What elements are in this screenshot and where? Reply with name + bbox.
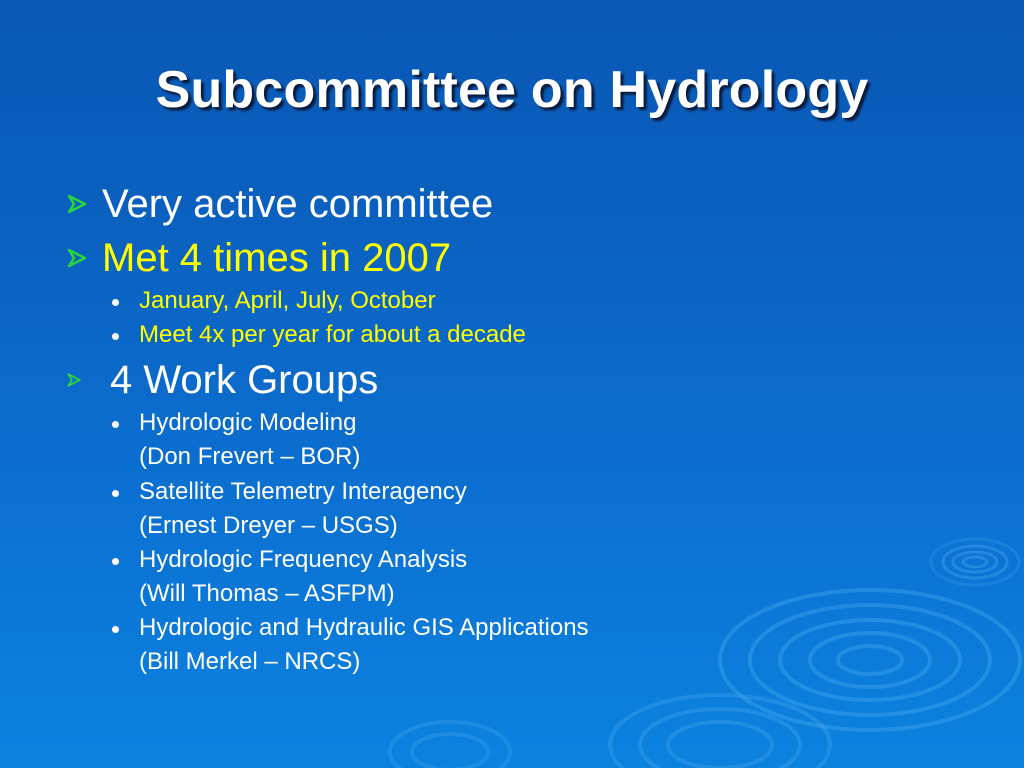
work-group-name: Hydrologic Modeling (139, 409, 357, 436)
arrow-bullet-icon (66, 247, 88, 269)
work-group-lead: (Bill Merkel – NRCS) (139, 648, 361, 675)
sub-bullet-text: Meet 4x per year for about a decade (139, 321, 526, 348)
work-group-lead: (Ernest Dreyer – USGS) (139, 512, 398, 539)
bullet-item (66, 234, 451, 282)
bullet-item (66, 356, 378, 404)
sub-bullet-text: January, April, July, October (139, 287, 436, 314)
work-group-name: Hydrologic and Hydraulic GIS Applications (139, 614, 589, 641)
sub-bullet-item (112, 318, 526, 352)
slide-title: Subcommittee on Hydrology (155, 61, 869, 119)
arrow-bullet-icon (66, 372, 82, 388)
bullet-text: 4 Work Groups (110, 358, 379, 402)
sub-bullet-item (112, 475, 467, 543)
work-group-name: Satellite Telemetry Interagency (139, 478, 467, 505)
dot-bullet-icon (112, 333, 119, 340)
sub-bullet-item (112, 406, 360, 474)
bullet-item (66, 180, 493, 228)
work-group-lead: (Don Frevert – BOR) (139, 443, 361, 470)
dot-bullet-icon (112, 490, 119, 497)
work-group-name: Hydrologic Frequency Analysis (139, 546, 468, 573)
dot-bullet-icon (112, 626, 119, 633)
sub-bullet-item (112, 611, 589, 679)
bullet-text: Very active committee (102, 182, 494, 226)
dot-bullet-icon (112, 558, 119, 565)
dot-bullet-icon (112, 421, 119, 428)
dot-bullet-icon (112, 299, 119, 306)
arrow-bullet-icon (66, 193, 88, 215)
work-group-lead: (Will Thomas – ASFPM) (139, 580, 395, 607)
sub-bullet-item (112, 543, 467, 611)
sub-bullet-item (112, 284, 436, 318)
bullet-text: Met 4 times in 2007 (102, 236, 452, 280)
